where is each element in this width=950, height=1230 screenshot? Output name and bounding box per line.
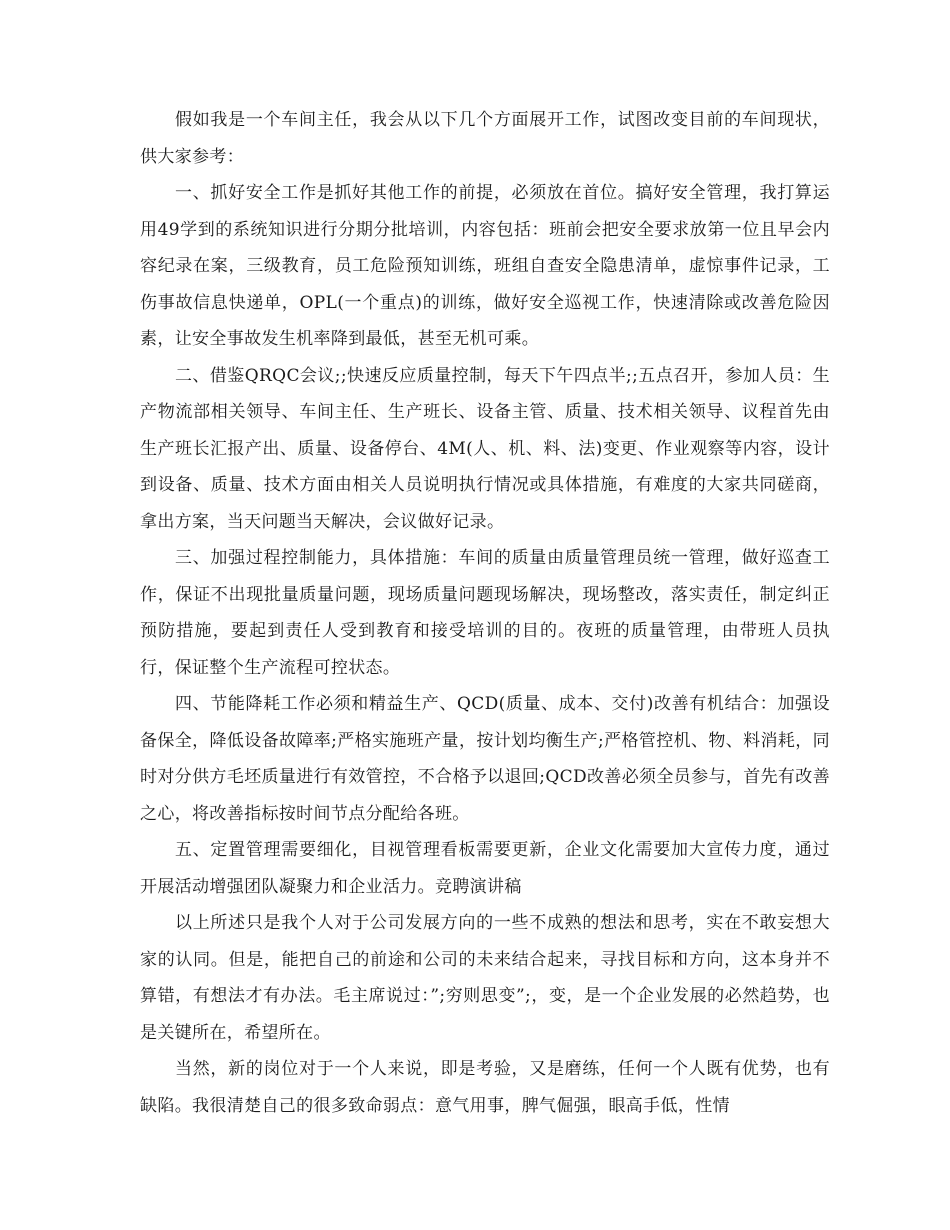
paragraph-self-assessment: 当然，新的岗位对于一个人来说，即是考验，又是磨练，任何一个人既有优势，也有缺陷。我很清楚自己的很多致命弱点：意气用事，脾气倔强，眼高手低，性情 bbox=[140, 1059, 830, 1116]
paragraph-summary: 以上所述只是我个人对于公司发展方向的一些不成熟的想法和思考，实在不敢妄想大家的认同。但是，能把自己的前途和公司的未来结合起来，寻找目标和方向，这本身并不算错，有想法才有办法。毛主席说过：”;穷则思变”;，变，是一个企业发展的必然趋势，也是关键所在，希望所在。 bbox=[140, 913, 830, 1043]
paragraph-intro: 假如我是一个车间主任，我会从以下几个方面展开工作，试图改变目前的车间现状，供大家参考： bbox=[140, 110, 830, 167]
document-body bbox=[140, 102, 830, 1124]
paragraph-energy-saving: 四、节能降耗工作必须和精益生产、QCD(质量、成本、交付)改善有机结合：加强设备保全，降低设备故障率;严格实施班产量，按计划均衡生产;严格管控机、物、料消耗，同时对分供方毛坯质量进行有效管控，不合格予以退回;QCD改善必须全员参与，首先有改善之心，将改善指标按时间节点分配给各班。 bbox=[140, 694, 830, 824]
paragraph-process-control: 三、加强过程控制能力，具体措施：车间的质量由质量管理员统一管理，做好巡查工作，保证不出现批量质量问题，现场质量问题现场解决，现场整改，落实责任，制定纠正预防措施，要起到责任人受到教育和接受培训的目的。夜班的质量管理，由带班人员执行，保证整个生产流程可控状态。 bbox=[140, 548, 830, 678]
paragraph-qrqc: 二、借鉴QRQC会议;;快速反应质量控制，每天下午四点半;;五点召开，参加人员：生产物流部相关领导、车间主任、生产班长、设备主管、质量、技术相关领导、议程首先由生产班长汇报产出、质量、设备停台、4M(人、机、料、法)变更、作业观察等内容，设计到设备、质量、技术方面由相关人员说明执行情况或具体措施，有难度的大家共同磋商，拿出方案，当天问题当天解决，会议做好记录。 bbox=[140, 365, 830, 532]
paragraph-safety: 一、抓好安全工作是抓好其他工作的前提，必须放在首位。搞好安全管理，我打算运用49学到的系统知识进行分期分批培训，内容包括：班前会把安全要求放第一位且早会内容纪录在案，三级教育，员工危险预知训练，班组自查安全隐患清单，虚惊事件记录，工伤事故信息快递单，OPL(一个重点)的训练，做好安全巡视工作，快速清除或改善危险因素，让安全事故发生机率降到最低，甚至无机可乘。 bbox=[140, 183, 830, 349]
paragraph-visual-management: 五、定置管理需要细化，目视管理看板需要更新，企业文化需要加大宣传力度，通过开展活动增强团队凝聚力和企业活力。竞聘演讲稿 bbox=[140, 840, 830, 897]
